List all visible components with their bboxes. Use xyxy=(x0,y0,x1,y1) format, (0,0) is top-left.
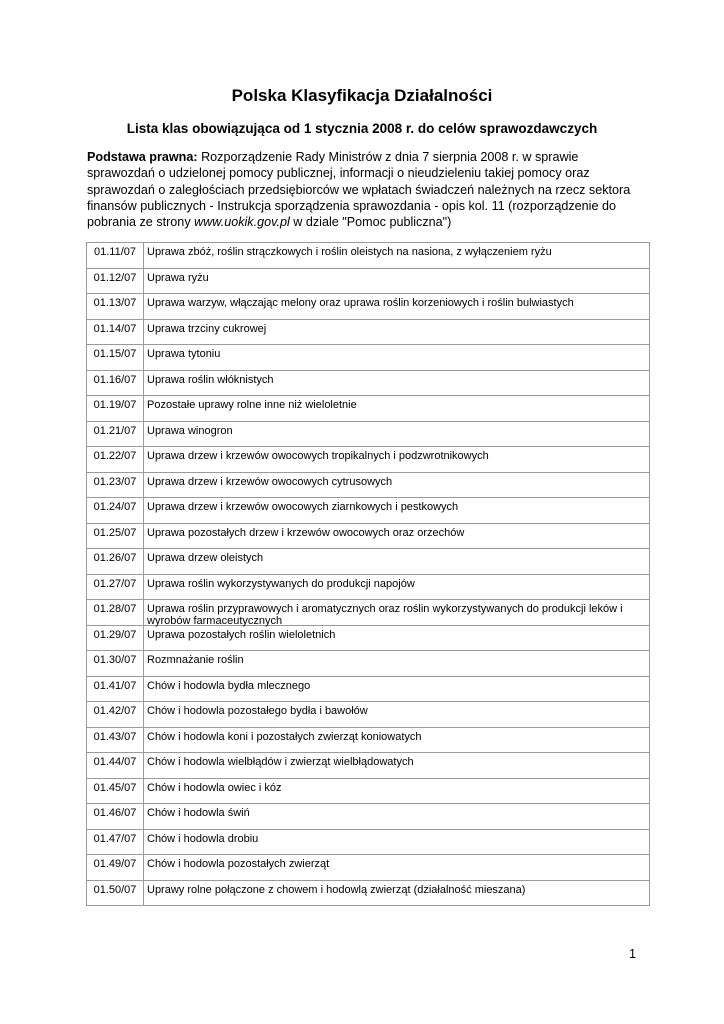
table-row xyxy=(87,753,649,779)
table-row xyxy=(87,651,649,677)
table-row xyxy=(87,830,649,856)
class-name: Uprawa pozostałych drzew i krzewów owocowych oraz orzechów xyxy=(147,526,465,539)
class-code: 01.45/07 xyxy=(87,779,144,804)
class-name: Pozostałe uprawy rolne inne niż wieloletnie xyxy=(147,399,357,411)
table-row xyxy=(87,626,649,652)
class-name: Chów i hodowla koni i pozostałych zwierząt koniowatych xyxy=(147,730,422,743)
class-code: 01.16/07 xyxy=(87,371,144,396)
class-name: Uprawa tytoniu xyxy=(147,348,221,360)
table-row xyxy=(87,677,649,703)
legal-basis-text: Rozporządzenie Rady Ministrów z dnia 7 sierpnia 2008 r. w sprawie sprawozdań o udzielonej pomocy publicznej, informacji o nieudzieleniu takiej pomocy oraz sprawozdań o zaległościach przedsiębiorców we wpłatach świadczeń należnych na rzecz sektora finansów publicznych - Instrukcja sporządzenia sprawozdania - opis kol. 11 (rozporządzenie do pobrania ze strony xyxy=(87,150,631,230)
class-name: Uprawy rolne połączone z chowem i hodowlą zwierząt (działalność mieszana) xyxy=(147,883,526,896)
uokik-link[interactable]: www.uokik.gov.pl xyxy=(194,215,290,230)
page-number: 1 xyxy=(629,947,636,961)
class-code: 01.27/07 xyxy=(87,575,144,600)
class-name: Uprawa drzew i krzewów owocowych cytrusowych xyxy=(147,475,393,488)
table-row xyxy=(87,702,649,728)
table-row xyxy=(87,371,649,397)
class-code: 01.43/07 xyxy=(87,728,144,753)
classification-table xyxy=(86,242,650,906)
class-name: Chów i hodowla pozostałego bydła i bawołów xyxy=(147,705,368,717)
table-row xyxy=(87,320,649,346)
class-code: 01.26/07 xyxy=(87,549,144,574)
class-code: 01.22/07 xyxy=(87,447,144,472)
page-subtitle: Lista klas obowiązująca od 1 stycznia 2008 r. do celów sprawozdawczych xyxy=(126,121,598,136)
class-name: Uprawa roślin wykorzystywanych do produkcji napojów xyxy=(147,577,415,590)
class-name: Chów i hodowla wielbłądów i zwierząt wielbłądowatych xyxy=(147,756,414,768)
table-row xyxy=(87,473,649,499)
class-code: 01.29/07 xyxy=(87,626,144,651)
page-title: Polska Klasyfikacja Działalności xyxy=(231,86,493,105)
class-code: 01.13/07 xyxy=(87,294,144,319)
table-row xyxy=(87,243,649,269)
class-name: Chów i hodowla owiec i kóz xyxy=(147,781,282,794)
class-code: 01.42/07 xyxy=(87,702,144,727)
table-row xyxy=(87,294,649,320)
class-name: Uprawa trzciny cukrowej xyxy=(147,322,267,335)
table-row xyxy=(87,269,649,295)
class-code: 01.46/07 xyxy=(87,804,144,829)
class-code: 01.24/07 xyxy=(87,498,144,523)
table-row xyxy=(87,422,649,448)
class-name: Uprawa ryżu xyxy=(147,271,209,284)
class-code: 01.21/07 xyxy=(87,422,144,447)
class-name: Rozmnażanie roślin xyxy=(147,654,244,666)
class-code: 01.11/07 xyxy=(87,243,144,268)
class-code: 01.49/07 xyxy=(87,855,144,880)
table-row xyxy=(87,881,649,907)
class-code: 01.15/07 xyxy=(87,345,144,370)
class-name: Uprawa warzyw, włączając melony oraz uprawa roślin korzeniowych i roślin bulwiastych xyxy=(147,297,574,309)
class-name: Uprawa roślin przyprawowych i aromatycznych oraz roślin wykorzystywanych do produkcji leków i wyrobów farmaceutycznych xyxy=(147,603,623,627)
class-code: 01.25/07 xyxy=(87,524,144,549)
class-name: Chów i hodowla drobiu xyxy=(147,832,259,845)
class-code: 01.41/07 xyxy=(87,677,144,702)
class-name: Chów i hodowla pozostałych zwierząt xyxy=(147,858,330,870)
table-row xyxy=(87,498,649,524)
class-code: 01.19/07 xyxy=(87,396,144,421)
table-row xyxy=(87,779,649,805)
class-name: Uprawa zbóż, roślin strączkowych i roślin oleistych na nasiona, z wyłączeniem ryżu xyxy=(147,246,552,258)
table-row xyxy=(87,396,649,422)
class-name: Uprawa drzew i krzewów owocowych ziarnkowych i pestkowych xyxy=(147,501,459,513)
table-row xyxy=(87,524,649,550)
class-code: 01.44/07 xyxy=(87,753,144,778)
class-code: 01.50/07 xyxy=(87,881,144,906)
class-name: Chów i hodowla świń xyxy=(147,807,250,819)
legal-basis-text-end: w dziale "Pomoc publiczna") xyxy=(289,215,452,230)
class-code: 01.23/07 xyxy=(87,473,144,498)
table-row xyxy=(87,549,649,575)
class-code: 01.28/07 xyxy=(87,600,144,625)
legal-basis-label: Podstawa prawna: xyxy=(87,150,198,164)
class-name: Uprawa roślin włóknistych xyxy=(147,373,274,386)
class-code: 01.14/07 xyxy=(87,320,144,345)
class-name: Uprawa drzew i krzewów owocowych tropikalnych i podzwrotnikowych xyxy=(147,450,489,462)
table-row xyxy=(87,728,649,754)
table-row xyxy=(87,855,649,881)
table-row xyxy=(87,600,649,626)
class-code: 01.47/07 xyxy=(87,830,144,855)
table-row xyxy=(87,804,649,830)
class-name: Uprawa drzew oleistych xyxy=(147,552,264,564)
legal-basis-paragraph xyxy=(87,149,647,230)
class-code: 01.12/07 xyxy=(87,269,144,294)
class-name: Chów i hodowla bydła mlecznego xyxy=(147,679,311,692)
class-code: 01.30/07 xyxy=(87,651,144,676)
table-row xyxy=(87,447,649,473)
table-row xyxy=(87,345,649,371)
class-name: Uprawa winogron xyxy=(147,424,233,437)
table-row xyxy=(87,575,649,601)
class-name: Uprawa pozostałych roślin wieloletnich xyxy=(147,628,336,641)
